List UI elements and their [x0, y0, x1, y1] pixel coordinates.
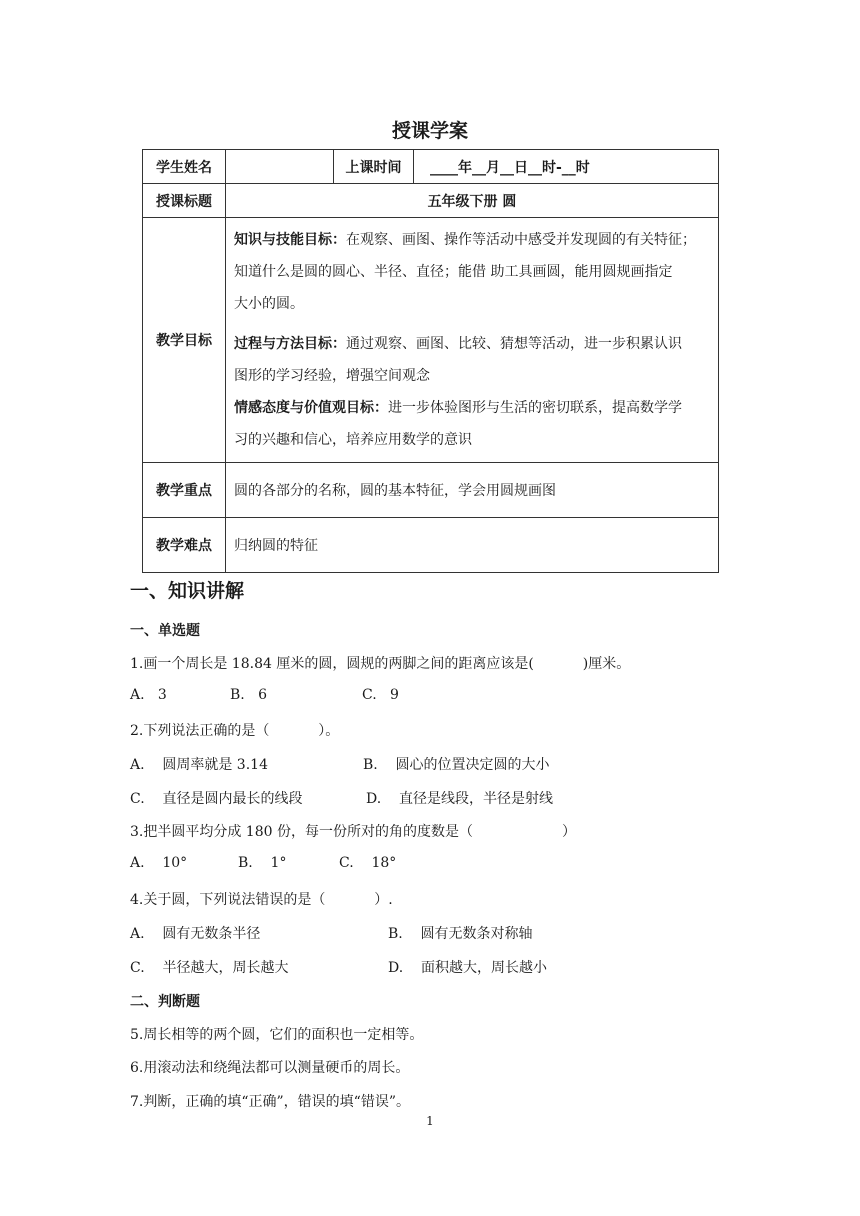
- table-row: [143, 463, 719, 518]
- goal3-heading: 情感态度与价值观目标：: [234, 400, 388, 416]
- question-3-option-b: B. 1°: [238, 855, 287, 871]
- question-5: 5.周长相等的两个圆，它们的面积也一定相等。: [130, 1027, 424, 1043]
- question-4-option-a: A. 圆有无数条半径: [130, 926, 261, 942]
- difficulty-value: 归纳圆的特征: [226, 518, 719, 573]
- question-2: 2.下列说法正确的是（ ）。: [130, 723, 340, 739]
- table-row: [143, 150, 719, 184]
- difficulty-label: 教学难点: [143, 518, 226, 573]
- table-row: [143, 518, 719, 573]
- table-row: [143, 184, 719, 218]
- table-row: [143, 218, 719, 463]
- question-1-option-a: A. 3: [130, 687, 167, 703]
- lesson-info-table: [142, 149, 719, 573]
- question-4-option-b: B. 圆有无数条对称轴: [388, 926, 533, 942]
- goal2-text: 通过观察、画图、比较、猜想等活动，进一步积累认识: [346, 336, 682, 352]
- goals-label: 教学目标: [143, 218, 226, 463]
- goal1-text: 在观察、画图、操作等活动中感受并发现圆的有关特征；: [346, 232, 696, 248]
- question-1-option-c: C. 9: [362, 687, 399, 703]
- student-name-value: [226, 150, 334, 184]
- goal1-heading: 知识与技能目标：: [234, 232, 346, 248]
- topic-label: 授课标题: [143, 184, 226, 218]
- goal1-text-2: 知道什么是圆的圆心、半径、直径；能借 助工具画圆，能用圆规画指定: [234, 264, 673, 280]
- question-1: 1.画一个周长是 18.84 厘米的圆，圆规的两脚之间的距离应该是( )厘米。: [130, 656, 631, 672]
- question-6: 6.用滚动法和绕绳法都可以测量硬币的周长。: [130, 1060, 410, 1076]
- topic-value: 五年级下册 圆: [226, 184, 719, 218]
- page-title: 授课学案: [391, 120, 468, 142]
- goal2-heading: 过程与方法目标：: [234, 336, 346, 352]
- question-2-option-c: C. 直径是圆内最长的线段: [130, 791, 303, 807]
- key-point-value: 圆的各部分的名称，圆的基本特征，学会用圆规画图: [226, 463, 719, 518]
- page-number: 1: [426, 1114, 434, 1128]
- question-4-option-d: D. 面积越大，周长越小: [388, 960, 547, 976]
- goal1-text-3: 大小的圆。: [234, 296, 304, 312]
- class-time-value: ____年__月__日__时-__时: [414, 150, 719, 184]
- question-4: 4.关于圆，下列说法错误的是（ ）.: [130, 892, 393, 908]
- goal3-text-2: 习的兴趣和信心，培养应用数学的意识: [234, 432, 472, 448]
- class-time-label: 上课时间: [334, 150, 414, 184]
- question-7: 7.判断，正确的填“正确”，错误的填“错误”。: [130, 1094, 410, 1110]
- part-heading-single-choice: 一、单选题: [130, 623, 200, 639]
- question-2-option-a: A. 圆周率就是 3.14: [130, 757, 268, 773]
- question-3: 3.把半圆平均分成 180 份，每一份所对的角的度数是（ ）: [130, 824, 576, 840]
- goal2-text-2: 图形的学习经验，增强空间观念: [234, 368, 430, 384]
- part-heading-true-false: 二、判断题: [130, 994, 200, 1010]
- goals-content: [226, 218, 719, 463]
- student-name-label: 学生姓名: [143, 150, 226, 184]
- key-point-label: 教学重点: [143, 463, 226, 518]
- goal3-text: 进一步体验图形与生活的密切联系，提高数学学: [388, 400, 682, 416]
- question-2-option-d: D. 直径是线段，半径是射线: [366, 791, 553, 807]
- question-3-option-c: C. 18°: [339, 855, 397, 871]
- question-1-option-b: B. 6: [230, 687, 267, 703]
- question-2-option-b: B. 圆心的位置决定圆的大小: [363, 757, 550, 773]
- question-3-option-a: A. 10°: [130, 855, 188, 871]
- section-heading: 一、知识讲解: [130, 580, 245, 602]
- question-4-option-c: C. 半径越大，周长越大: [130, 960, 289, 976]
